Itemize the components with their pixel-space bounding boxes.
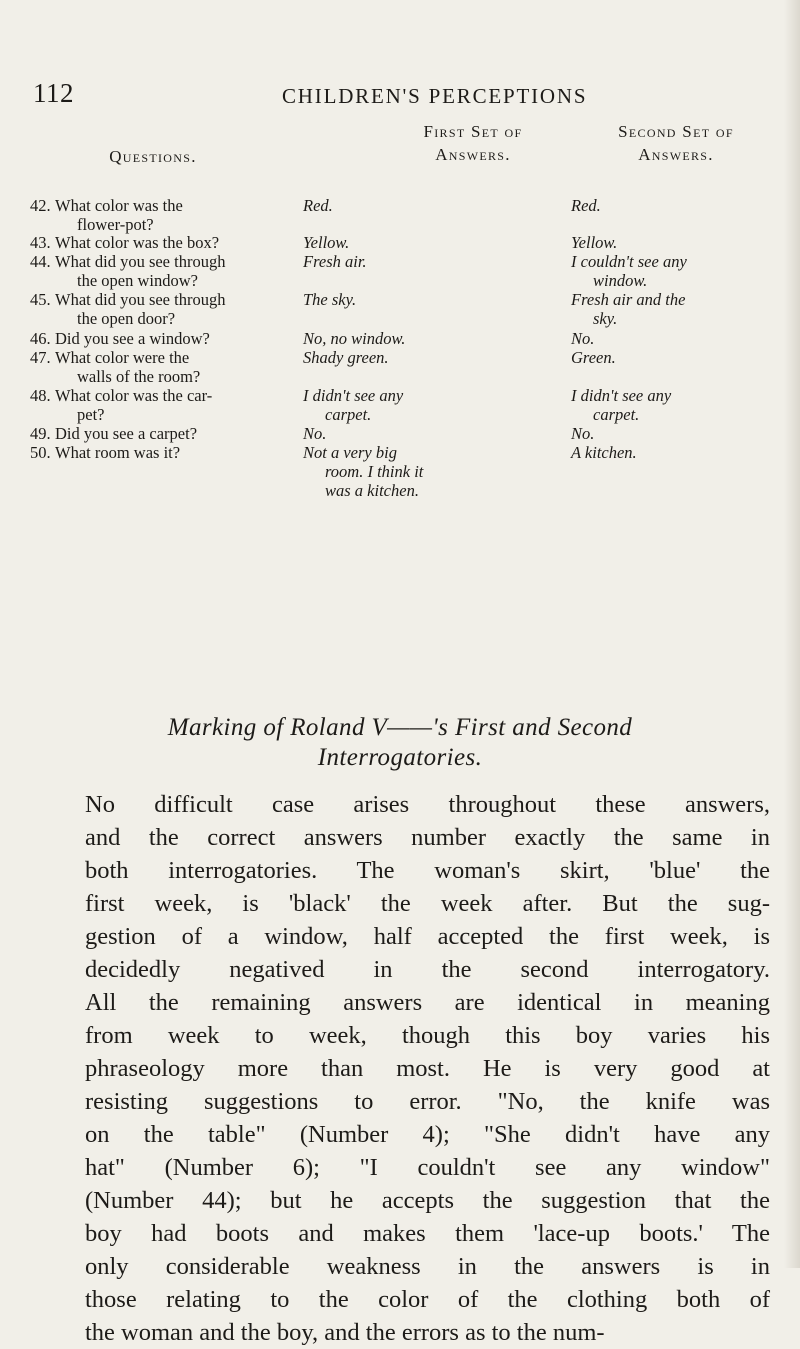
second-answer <box>571 443 769 462</box>
second-answer <box>571 386 769 424</box>
first-answer-line: carpet. <box>325 405 372 424</box>
first-answer-line: No. <box>303 424 327 443</box>
question-text-line: pet? <box>77 405 105 424</box>
second-answer <box>571 290 769 328</box>
first-answer-line: No, no window. <box>303 329 406 348</box>
question-text-line: What room was it? <box>55 443 181 462</box>
first-answer-line: was a kitchen. <box>325 481 419 500</box>
first-answer <box>303 443 547 500</box>
body-line: only considerable weakness in the answers is in <box>85 1253 770 1280</box>
body-line: (Number 44); but he accepts the suggestion that the <box>85 1187 770 1214</box>
body-line: and the correct answers number exactly the same in <box>85 824 770 851</box>
question-text-line: What color was the car- <box>55 386 213 405</box>
column-header-line: Answers. <box>638 145 714 164</box>
first-answer <box>303 196 547 215</box>
question-number: 50. <box>30 443 51 462</box>
page-edge-shadow <box>784 0 800 1268</box>
body-line: on the table" (Number 4); "She didn't have any <box>85 1121 770 1148</box>
question-text-line: What color was the box? <box>55 233 220 252</box>
body-paragraph <box>85 788 770 1349</box>
question-text <box>55 329 300 348</box>
first-answer-line: The sky. <box>303 290 357 309</box>
first-answer-line: Fresh air. <box>303 252 367 271</box>
body-line: first week, is 'black' the week after. But the sug- <box>85 890 770 917</box>
body-line: those relating to the color of the clothing both of <box>85 1286 770 1313</box>
second-answer <box>571 233 769 252</box>
question-text-line: flower-pot? <box>77 215 154 234</box>
body-line: boy had boots and makes them 'lace-up boots.' The <box>85 1220 770 1247</box>
column-header-line: Second Set of <box>618 122 734 141</box>
second-answer <box>571 196 769 215</box>
second-answer-line: Red. <box>571 196 601 215</box>
first-answer-line: Red. <box>303 196 333 215</box>
column-header-line: First Set of <box>423 122 523 141</box>
question-text-line: the open door? <box>77 309 176 328</box>
question-text-line: the open window? <box>77 271 198 290</box>
second-answer-line: sky. <box>593 309 618 328</box>
column-header-line: Answers. <box>435 145 511 164</box>
question-text-line: What did you see through <box>55 252 226 271</box>
second-answer-line: window. <box>593 271 648 290</box>
second-answer-line: Green. <box>571 348 616 367</box>
question-number: 44. <box>30 252 51 271</box>
body-line: both interrogatories. The woman's skirt, 'blue' the <box>85 857 770 884</box>
first-answer <box>303 329 547 348</box>
body-line: from week to week, though this boy varies his <box>85 1022 770 1049</box>
body-line: phraseology more than most. He is very good at <box>85 1055 770 1082</box>
first-answer <box>303 233 547 252</box>
body-line: resisting suggestions to error. "No, the knife was <box>85 1088 770 1115</box>
first-answer-line: room. I think it <box>325 462 424 481</box>
second-answer-line: A kitchen. <box>571 443 637 462</box>
body-line: gestion of a window, half accepted the first week, is <box>85 923 770 950</box>
first-answer <box>303 348 547 367</box>
question-text-line: Did you see a window? <box>55 329 210 348</box>
question-text <box>55 290 300 328</box>
question-text <box>55 196 300 234</box>
column-header-first-set <box>368 120 578 166</box>
first-answer-line: Not a very big <box>303 443 397 462</box>
first-answer <box>303 290 547 309</box>
second-answer-line: No. <box>571 329 595 348</box>
body-line: All the remaining answers are identical in meaning <box>85 989 770 1016</box>
section-title-continued: Interrogatories. <box>317 744 483 771</box>
question-number: 46. <box>30 329 51 348</box>
question-text-line: Did you see a carpet? <box>55 424 198 443</box>
question-text <box>55 252 300 290</box>
first-answer <box>303 386 547 424</box>
second-answer <box>571 424 769 443</box>
question-number: 45. <box>30 290 51 309</box>
second-answer-line: I didn't see any <box>571 386 672 405</box>
body-line: the woman and the boy, and the errors as to the num- <box>85 1319 605 1346</box>
first-answer-line: Yellow. <box>303 233 350 252</box>
first-answer-line: Shady green. <box>303 348 389 367</box>
question-text <box>55 348 300 386</box>
second-answer <box>571 252 769 290</box>
first-answer <box>303 424 547 443</box>
question-text <box>55 443 300 462</box>
column-header-questions: Questions. <box>109 147 197 166</box>
question-number: 48. <box>30 386 51 405</box>
second-answer-line: Yellow. <box>571 233 618 252</box>
body-line: decidedly negatived in the second interrogatory. <box>85 956 770 983</box>
second-answer-line: carpet. <box>593 405 640 424</box>
column-header-second-set <box>566 120 786 166</box>
body-line: No difficult case arises throughout these answers, <box>85 791 770 818</box>
first-answer <box>303 252 547 271</box>
question-number: 49. <box>30 424 51 443</box>
question-text <box>55 386 300 424</box>
question-text-line: walls of the room? <box>77 367 201 386</box>
question-number: 43. <box>30 233 51 252</box>
question-number: 42. <box>30 196 51 215</box>
question-text-line: What color was the <box>55 196 183 215</box>
second-answer-line: I couldn't see any <box>571 252 687 271</box>
question-number: 47. <box>30 348 51 367</box>
question-text <box>55 233 300 252</box>
running-head: CHILDREN'S PERCEPTIONS <box>282 84 588 108</box>
first-answer-line: I didn't see any <box>303 386 404 405</box>
section-title: Marking of Roland V——'s First and Second <box>167 714 633 741</box>
second-answer-line: Fresh air and the <box>571 290 686 309</box>
second-answer-line: No. <box>571 424 595 443</box>
body-line: hat" (Number 6); "I couldn't see any window" <box>85 1154 770 1181</box>
second-answer <box>571 348 769 367</box>
question-text <box>55 424 300 443</box>
second-answer <box>571 329 769 348</box>
question-text-line: What color were the <box>55 348 190 367</box>
page-number: 112 <box>33 78 74 108</box>
question-text-line: What did you see through <box>55 290 226 309</box>
